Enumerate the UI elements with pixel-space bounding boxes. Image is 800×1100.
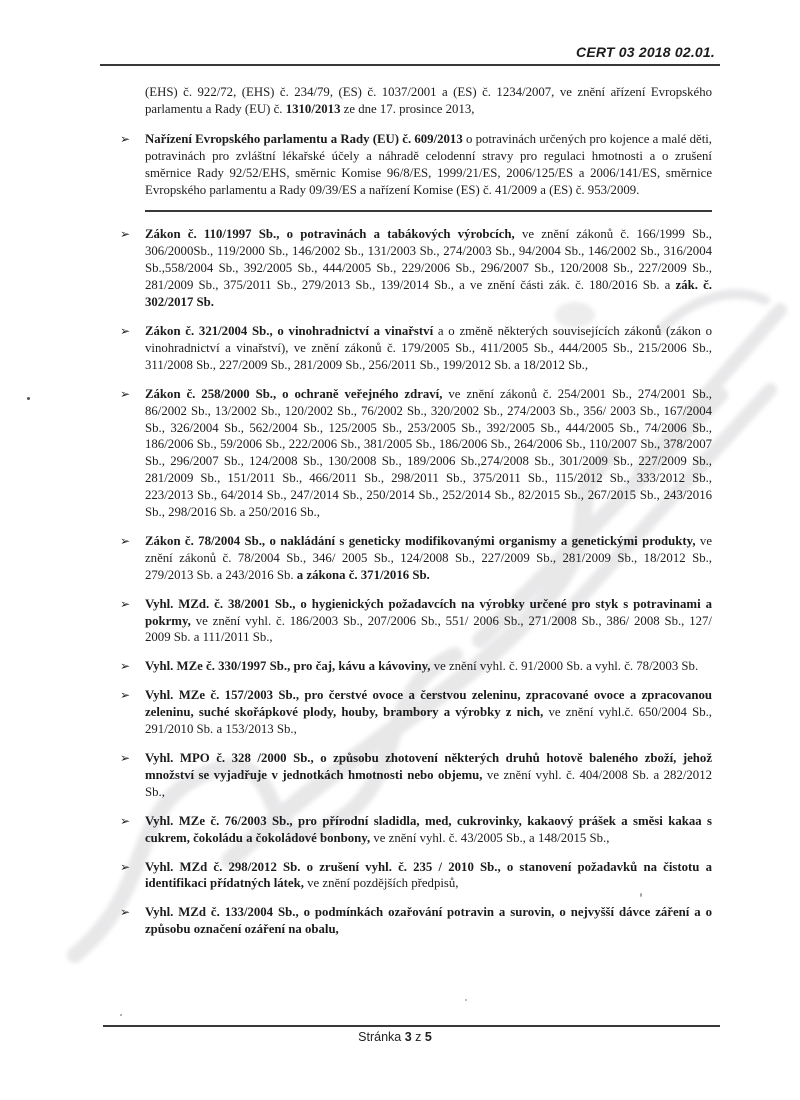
legal-item xyxy=(120,904,712,938)
legal-item xyxy=(120,859,712,893)
bullet-arrow-icon: ➢ xyxy=(120,386,131,401)
legal-item-text: Vyhl. MZd č. 133/2004 Sb., o podmínkách ozařování potravin a surovin, o nejvyšší dávce záření a o způsobu označení ozáření na obalu, xyxy=(145,905,712,937)
bullet-arrow-icon: ➢ xyxy=(120,813,131,828)
legal-item-text: Zákon č. 78/2004 Sb., o nakládání s geneticky modifikovanými organismy a genetickými produkty, ve znění zákonů č. 78/2004 Sb., 346/ 2005 Sb., 124/2008 Sb., 227/2009 Sb., 281/2009 Sb., 18/2012 Sb., 279/2013 Sb. a 243/2016 Sb. a zákona č. 371/2016 Sb. xyxy=(145,533,713,582)
legal-item-text: Nařízení Evropského parlamentu a Rady (EU) č. 609/2013 o potravinách určených pro kojence a malé děti, potravinách pro zvláštní lékařské účely a náhradě celodenní stravy pro regulaci hmotnosti a o zrušení směrnice Rady 92/52/EHS, směrnic Komise 96/8/ES, 1999/21/ES, 2006/125/ES a 2006/141/ES, směrnice Evropského parlamentu a Rady 09/39/ES a nařízení Komise (ES) č. 41/2009 a (ES) č. 953/2009. xyxy=(145,131,713,197)
legal-item xyxy=(120,323,713,374)
bullet-arrow-icon: ➢ xyxy=(120,533,131,548)
scan-speck xyxy=(465,999,467,1001)
legal-item xyxy=(120,813,712,847)
legal-item xyxy=(120,533,713,584)
section-separator-rule xyxy=(145,210,712,212)
bullet-arrow-icon: ➢ xyxy=(120,859,131,874)
legal-item-text: Vyhl. MZe č. 330/1997 Sb., pro čaj, kávu a kávoviny, ve znění vyhl. č. 91/2000 Sb. a vyhl. č. 78/2003 Sb. xyxy=(145,659,699,674)
scan-speck xyxy=(640,893,642,897)
scan-speck xyxy=(27,397,30,400)
bullet-arrow-icon: ➢ xyxy=(120,131,131,146)
legal-item-text: Vyhl. MZe č. 76/2003 Sb., pro přírodní sladidla, med, cukrovinky, kakaový prášek a směsi kakaa s cukrem, čokoládu a čokoládové bonbony, ve znění vyhl. č. 43/2005 Sb., a 148/2015 Sb., xyxy=(145,813,712,845)
document-code: CERT 03 2018 02.01. xyxy=(576,44,715,60)
header-rule xyxy=(100,64,720,66)
legal-item xyxy=(120,596,712,647)
bullet-arrow-icon: ➢ xyxy=(120,596,131,611)
legal-item-text: Zákon č. 321/2004 Sb., o vinohradnictví a vinařství a o změně některých souvisejících zákonů (zákon o vinohradnictví a vinařství), ve znění zákonů č. 179/2005 Sb., 411/2005 Sb., 444/2005 Sb., 215/2006 Sb., 311/2008 Sb., 227/2009 Sb., 281/2009 Sb., 256/2011 Sb., 199/2012 Sb. a 18/2012 Sb., xyxy=(145,323,713,372)
legal-item-text: Vyhl. MPO č. 328 /2000 Sb., o způsobu zhotovení některých druhů hotově baleného zboží, jehož množství se vyjadřuje v jednotkách hmotnosti nebo objemu, ve znění vyhl. č. 404/2008 Sb. a 282/2012 Sb., xyxy=(145,751,712,799)
page-number: Stránka 3 z 5 xyxy=(358,1030,432,1044)
legal-item-text: Vyhl. MZd č. 298/2012 Sb. o zrušení vyhl. č. 235 / 2010 Sb., o stanovení požadavků na čistotu a identifikaci přídatných látek, ve znění pozdějších předpisů, xyxy=(145,859,712,891)
legal-item xyxy=(120,386,713,521)
intro-paragraph xyxy=(145,84,712,118)
bullet-arrow-icon: ➢ xyxy=(120,688,131,703)
intro-paragraph-text: (EHS) č. 922/72, (EHS) č. 234/79, (ES) č. 1037/2001 a (ES) č. 1234/2007, ve znění ařízení Evropského parlamentu a Rady (EU) č. 1310/2013 ze dne 17. prosince 2013, xyxy=(145,85,712,116)
legal-item-text: Zákon č. 110/1997 Sb., o potravinách a tabákových výrobcích, ve znění zákonů č. 166/1999 Sb., 306/2000Sb., 119/2000 Sb., 146/2002 Sb., 131/2003 Sb., 274/2003 Sb., 94/2004 Sb., 146/2002 Sb., 316/2004 Sb.,558/2004 Sb., 392/2005 Sb., 444/2005 Sb., 229/2006 Sb., 296/2007 Sb., 120/2008 Sb., 227/2009 Sb., 281/2009 Sb., 375/2011 Sb., 279/2013 Sb., 139/2014 Sb., a ve znění části zák. č. 180/2016 Sb. a zák. č. 302/2017 Sb. xyxy=(145,227,713,310)
legal-item-text: Vyhl. MZe č. 157/2003 Sb., pro čerstvé ovoce a čerstvou zeleninu, zpracované ovoce a zpracovanou zeleninu, suché skořápkové plody, houby, brambory a výrobky z nich, ve znění vyhl.č. 650/2004 Sb., 291/2010 Sb. a 153/2013 Sb., xyxy=(145,688,713,737)
legal-item xyxy=(120,687,713,738)
legal-item-text: Zákon č. 258/2000 Sb., o ochraně veřejného zdraví, ve znění zákonů č. 254/2001 Sb., 274/2001 Sb., 86/2002 Sb., 13/2002 Sb., 120/2002 Sb., 76/2002 Sb., 320/2002 Sb., 274/2003 Sb., 356/ 2003 Sb., 167/2004 Sb., 326/2004 Sb., 562/2004 Sb., 125/2005 Sb., 253/2005 Sb., 392/2005 Sb., 444/2005 Sb., 74/2006 Sb., 186/2006 Sb., 59/2006 Sb., 222/2006 Sb., 381/2005 Sb., 186/2006 Sb., 264/2006 Sb., 110/2007 Sb., 378/2007 Sb., 296/2007 Sb., 124/2008 Sb., 130/2008 Sb., 189/2006 Sb.,274/2008 Sb., 301/2009 Sb., 227/2009 Sb., 281/2009 Sb., 151/2011 Sb., 466/2011 Sb., 298/2011 Sb., 375/2011 Sb., 115/2012 Sb., 333/2012 Sb., 223/2013 Sb., 64/2014 Sb., 247/2014 Sb., 250/2014 Sb., 252/2014 Sb., 82/2015 Sb., 267/2015 Sb., 243/2016 Sb., 298/2016 Sb. a 250/2016 Sb., xyxy=(145,386,713,520)
document-body xyxy=(120,84,713,950)
legal-item-text: Vyhl. MZd. č. 38/2001 Sb., o hygienických požadavcích na výrobky určené pro styk s potravinami a pokrmy, ve znění vyhl. č. 186/2003 Sb., 207/2006 Sb., 551/ 2006 Sb., 271/2008 Sb., 386/ 2008 Sb., 127/ 2009 Sb. a 111/2011 Sb., xyxy=(145,596,712,645)
bullet-arrow-icon: ➢ xyxy=(120,659,131,674)
bullet-arrow-icon: ➢ xyxy=(120,751,131,765)
scan-speck xyxy=(120,1014,122,1016)
legal-item xyxy=(120,226,713,311)
legal-item xyxy=(120,658,712,675)
bullet-arrow-icon: ➢ xyxy=(120,323,131,338)
legal-item xyxy=(120,131,713,199)
footer-rule xyxy=(103,1025,720,1027)
bullet-arrow-icon: ➢ xyxy=(120,905,131,920)
bullet-arrow-icon: ➢ xyxy=(120,227,131,242)
legal-item xyxy=(120,750,712,801)
